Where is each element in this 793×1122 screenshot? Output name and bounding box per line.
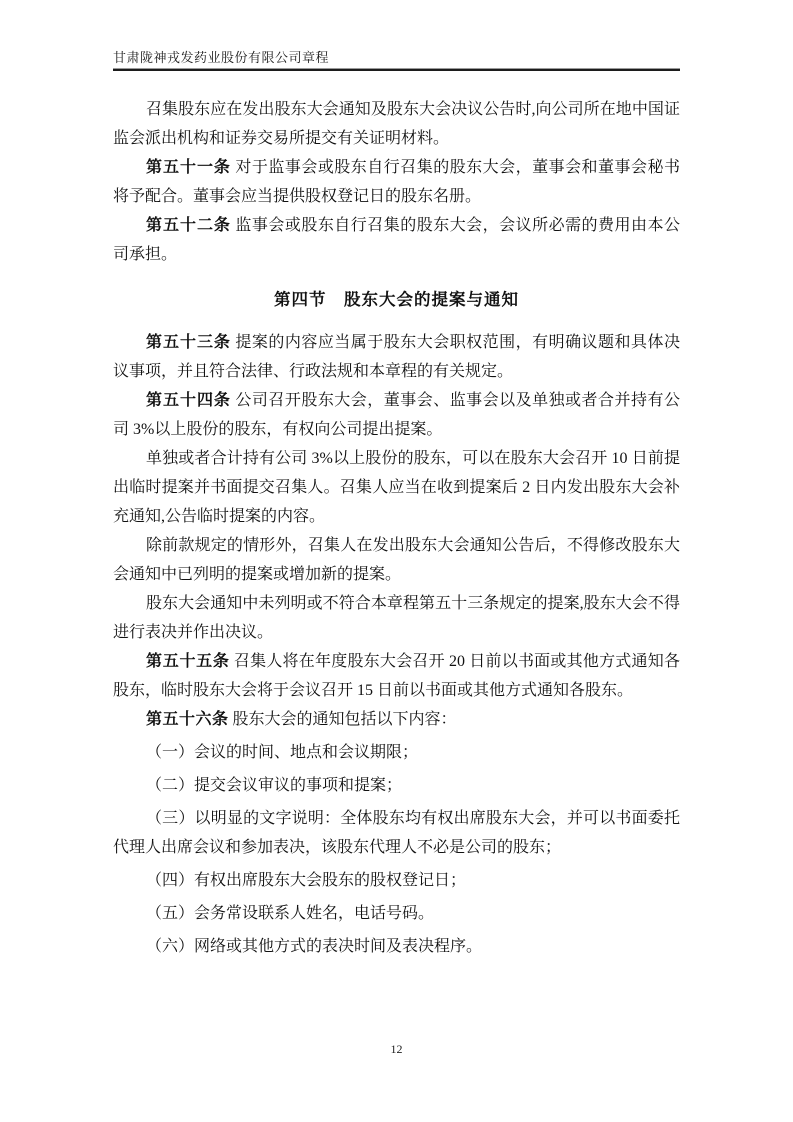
- list-item: （六）网络或其他方式的表决时间及表决程序。: [146, 938, 483, 955]
- paragraph: 第五十二条 监事会或股东自行召集的股东大会，会议所必需的费用由本公司承担。: [113, 217, 680, 263]
- paragraph: 召集股东应在发出股东大会通知及股东大会决议公告时,向公司所在地中国证监会派出机构和证券交易所提交有关证明材料。: [113, 101, 680, 147]
- article-number: 第五十三条: [146, 334, 231, 351]
- article-number: 第五十五条: [146, 653, 230, 670]
- paragraph: 第五十一条 对于监事会或股东自行召集的股东大会，董事会和董事会秘书将予配合。董事会应当提供股权登记日的股东名册。: [113, 159, 680, 205]
- article-number: 第五十二条: [146, 217, 231, 234]
- paragraph: 第五十四条 公司召开股东大会，董事会、监事会以及单独或者合并持有公司 3%以上股份的股东，有权向公司提出提案。: [113, 392, 680, 438]
- page-footer: [0, 1040, 793, 1058]
- paragraph: 第五十六条 股东大会的通知包括以下内容：: [146, 711, 457, 728]
- article-number: 第五十一条: [146, 159, 231, 176]
- list-item: （五）会务常设联系人姓名，电话号码。: [146, 905, 435, 922]
- article-number: 第五十四条: [146, 392, 231, 409]
- paragraph: 股东大会通知中未列明或不符合本章程第五十三条规定的提案,股东大会不得进行表决并作出决议。: [113, 595, 680, 641]
- paragraph: 单独或者合计持有公司 3%以上股份的股东，可以在股东大会召开 10 日前提出临时提案并书面提交召集人。召集人应当在收到提案后 2 日内发出股东大会补充通知,公告临时提案的内容。: [113, 450, 680, 525]
- list-item: （四）有权出席股东大会股东的股权登记日；: [146, 872, 467, 889]
- list-item: （三）以明显的文字说明：全体股东均有权出席股东大会，并可以书面委托代理人出席会议和参加表决，该股东代理人不必是公司的股东；: [113, 810, 680, 856]
- paragraph: 第五十五条 召集人将在年度股东大会召开 20 日前以书面或其他方式通知各股东，临时股东大会将于会议召开 15 日前以书面或其他方式通知各股东。: [113, 653, 680, 699]
- paragraph: 第五十三条 提案的内容应当属于股东大会职权范围，有明确议题和具体决议事项，并且符合法律、行政法规和本章程的有关规定。: [113, 334, 680, 380]
- paragraph: 除前款规定的情形外，召集人在发出股东大会通知公告后，不得修改股东大会通知中已列明的提案或增加新的提案。: [113, 537, 680, 583]
- header-title: 甘肃陇神戎发药业股份有限公司章程: [113, 50, 330, 65]
- article-number: 第五十六条: [146, 711, 229, 728]
- list-item: （二）提交会议审议的事项和提案；: [146, 777, 403, 794]
- document-body: [113, 95, 680, 961]
- page-number: 12: [390, 1042, 403, 1056]
- list-item: （一）会议的时间、地点和会议期限；: [146, 744, 419, 761]
- section-heading: 第四节 股东大会的提案与通知: [274, 290, 519, 309]
- page-header: [113, 50, 680, 71]
